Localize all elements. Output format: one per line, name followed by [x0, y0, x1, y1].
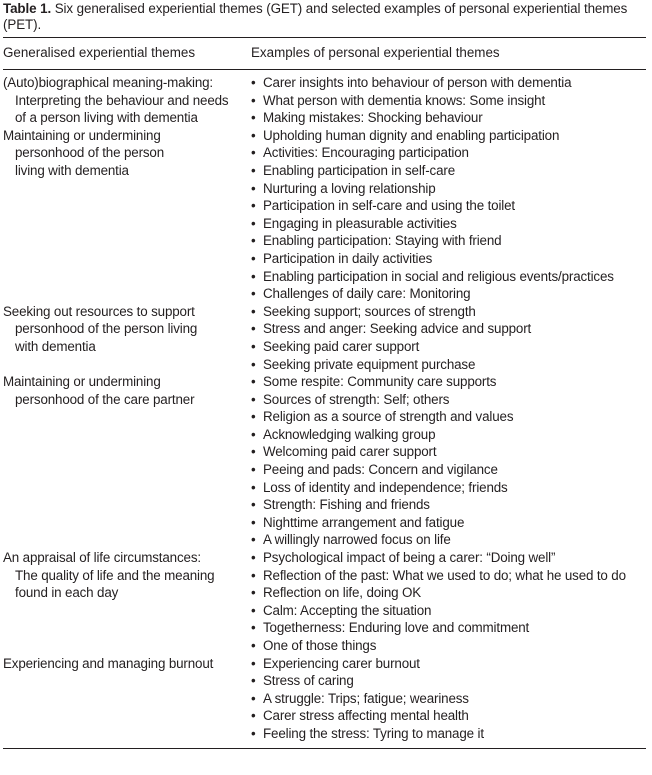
table-row	[3, 549, 646, 655]
bullet-icon: •	[251, 444, 256, 460]
list-item	[251, 725, 646, 743]
list-item-text: Sources of strength: Self; others	[263, 391, 450, 407]
theme-cell	[3, 74, 248, 127]
list-item	[251, 496, 646, 514]
list-item-text: Peeing and pads: Concern and vigilance	[263, 462, 498, 478]
bullet-icon: •	[251, 426, 256, 442]
list-item-text: Enabling participation in self-care	[263, 162, 456, 178]
list-item-text: Some respite: Community care supports	[263, 374, 497, 390]
examples-cell	[248, 549, 646, 655]
list-item-text: Reflection on life, doing OK	[263, 585, 422, 601]
bullet-icon: •	[251, 321, 256, 337]
table-row	[3, 74, 646, 127]
bullet-icon: •	[251, 303, 256, 319]
list-item-text: Stress and anger: Seeking advice and support	[263, 321, 532, 337]
list-item	[251, 74, 646, 92]
theme-line: Seeking out resources to support	[3, 303, 195, 319]
list-item	[251, 426, 646, 444]
theme-line: Maintaining or undermining	[3, 127, 161, 143]
bullet-icon: •	[251, 250, 256, 266]
list-item	[251, 690, 646, 708]
bullet-icon: •	[251, 655, 256, 671]
list-item-text: Participation in self-care and using the toilet	[263, 198, 515, 214]
list-item	[251, 162, 646, 180]
table-body	[3, 70, 646, 743]
list-item	[251, 303, 646, 321]
bullet-icon: •	[251, 409, 256, 425]
list-item-text: Stress of caring	[263, 673, 354, 689]
list-item-text: A willingly narrowed focus on life	[263, 532, 451, 548]
bullet-icon: •	[251, 462, 256, 478]
header-personal-themes: Examples of personal experiential themes	[251, 45, 500, 60]
list-item-text: Seeking private equipment purchase	[263, 356, 476, 372]
list-item-text: Activities: Encouraging participation	[263, 145, 469, 161]
examples-cell	[248, 303, 646, 373]
bullet-icon: •	[251, 497, 256, 513]
bottom-rule	[3, 748, 646, 749]
list-item	[251, 250, 646, 268]
list-item	[251, 232, 646, 250]
list-item-text: One of those things	[263, 638, 377, 653]
list-item	[251, 92, 646, 110]
list-item	[251, 320, 646, 338]
bullet-icon: •	[251, 356, 256, 372]
theme-line: (Auto)biographical meaning-making:	[3, 75, 214, 90]
list-item	[251, 672, 646, 690]
table-header	[3, 38, 646, 69]
bullet-icon: •	[251, 233, 256, 249]
list-item	[251, 461, 646, 479]
list-item	[251, 408, 646, 426]
bullet-icon: •	[251, 110, 256, 126]
bullet-icon: •	[251, 602, 256, 618]
bullet-icon: •	[251, 673, 256, 689]
examples-cell	[248, 74, 646, 127]
theme-cell	[3, 127, 248, 303]
list-item-text: Carer stress affecting mental health	[263, 708, 469, 724]
list-item	[251, 514, 646, 532]
list-item-text: Strength: Fishing and friends	[263, 497, 430, 513]
examples-cell	[248, 373, 646, 549]
examples-cell	[248, 127, 646, 303]
list-item-text: Seeking support; sources of strength	[263, 303, 476, 319]
theme-line: of a person living with dementia	[15, 110, 198, 126]
theme-cell	[3, 303, 248, 373]
bullet-icon: •	[251, 567, 256, 583]
bullet-icon: •	[251, 92, 256, 108]
bullet-icon: •	[251, 532, 256, 548]
theme-line: found in each day	[15, 585, 119, 601]
bullet-icon: •	[251, 550, 256, 566]
bullet-icon: •	[251, 286, 256, 302]
list-item	[251, 531, 646, 549]
list-item	[251, 338, 646, 356]
theme-line: The quality of life and the meaning	[15, 567, 215, 583]
list-item-text: Enabling participation: Staying with friend	[263, 233, 502, 249]
list-item	[251, 268, 646, 286]
bullet-icon: •	[251, 162, 256, 178]
list-item-text: Challenges of daily care: Monitoring	[263, 286, 471, 302]
list-item-text: Loss of identity and independence; friends	[263, 479, 508, 495]
list-item-text: Feeling the stress: Tyring to manage it	[263, 725, 484, 741]
theme-line: personhood of the person	[15, 145, 165, 161]
list-item-text: Upholding human dignity and enabling participation	[263, 127, 560, 143]
bullet-icon: •	[251, 75, 256, 90]
table-caption	[3, 0, 646, 33]
theme-cell	[3, 373, 248, 549]
list-item	[251, 144, 646, 162]
list-item	[251, 602, 646, 620]
list-item	[251, 443, 646, 461]
list-item-text: Psychological impact of being a carer: “Doing well”	[263, 550, 556, 566]
theme-line: Interpreting the behaviour and needs	[15, 92, 229, 108]
table-row	[3, 655, 646, 743]
theme-line: living with dementia	[15, 162, 129, 178]
list-item	[251, 567, 646, 585]
table-row	[3, 303, 646, 373]
list-item-text: Enabling participation in social and religious events/practices	[263, 268, 614, 284]
list-item	[251, 180, 646, 198]
theme-line: personhood of the person living	[15, 321, 198, 337]
theme-line: personhood of the care partner	[15, 391, 195, 407]
list-item-text: Seeking paid carer support	[263, 338, 420, 354]
list-item	[251, 356, 646, 374]
bullet-icon: •	[251, 479, 256, 495]
bullet-icon: •	[251, 215, 256, 231]
list-item-text: Participation in daily activities	[263, 250, 433, 266]
list-item	[251, 109, 646, 127]
list-item	[251, 584, 646, 602]
header-generalised-themes: Generalised experiential themes	[3, 45, 196, 60]
bullet-icon: •	[251, 514, 256, 530]
bullet-icon: •	[251, 127, 256, 143]
list-item	[251, 373, 646, 391]
bullet-icon: •	[251, 638, 256, 653]
list-item	[251, 549, 646, 567]
bullet-icon: •	[251, 690, 256, 706]
bullet-icon: •	[251, 180, 256, 196]
list-item	[251, 285, 646, 303]
list-item-text: Welcoming paid carer support	[263, 444, 437, 460]
list-item-text: Nurturing a loving relationship	[263, 180, 436, 196]
bullet-icon: •	[251, 585, 256, 601]
list-item	[251, 391, 646, 409]
bullet-icon: •	[251, 708, 256, 724]
list-item-text: Carer insights into behaviour of person with dementia	[263, 75, 572, 90]
list-item	[251, 619, 646, 637]
theme-line: with dementia	[15, 338, 96, 354]
list-item-text: Engaging in pleasurable activities	[263, 215, 457, 231]
examples-cell	[248, 655, 646, 743]
list-item	[251, 215, 646, 233]
list-item-text: What person with dementia knows: Some insight	[263, 92, 546, 108]
list-item-text: A struggle: Trips; fatigue; weariness	[263, 690, 469, 706]
list-item	[251, 637, 646, 655]
theme-cell	[3, 655, 248, 743]
bullet-icon: •	[251, 725, 256, 741]
list-item-text: Calm: Accepting the situation	[263, 602, 432, 618]
bullet-icon: •	[251, 374, 256, 390]
bullet-icon: •	[251, 145, 256, 161]
theme-line: Experiencing and managing burnout	[3, 655, 214, 671]
list-item-text: Acknowledging walking group	[263, 426, 436, 442]
list-item	[251, 197, 646, 215]
theme-line: Maintaining or undermining	[3, 374, 161, 390]
theme-line: An appraisal of life circumstances:	[3, 550, 201, 566]
table-caption-label: Table 1.	[3, 1, 52, 16]
table-row	[3, 127, 646, 303]
list-item-text: Experiencing carer burnout	[263, 655, 420, 671]
list-item-text: Reflection of the past: What we used to do; what he used to do	[263, 567, 626, 583]
list-item-text: Nighttime arrangement and fatigue	[263, 514, 465, 530]
list-item-text: Religion as a source of strength and values	[263, 409, 514, 425]
bullet-icon: •	[251, 391, 256, 407]
list-item	[251, 479, 646, 497]
table-caption-text: Six generalised experiential themes (GET) and selected examples of personal experiential themes (PET).	[3, 1, 628, 32]
list-item	[251, 127, 646, 145]
bullet-icon: •	[251, 198, 256, 214]
list-item	[251, 655, 646, 673]
bullet-icon: •	[251, 268, 256, 284]
table-row	[3, 373, 646, 549]
theme-cell	[3, 549, 248, 655]
bullet-icon: •	[251, 338, 256, 354]
bullet-icon: •	[251, 620, 256, 636]
list-item-text: Making mistakes: Shocking behaviour	[263, 110, 483, 126]
list-item	[251, 707, 646, 725]
list-item-text: Togetherness: Enduring love and commitment	[263, 620, 530, 636]
